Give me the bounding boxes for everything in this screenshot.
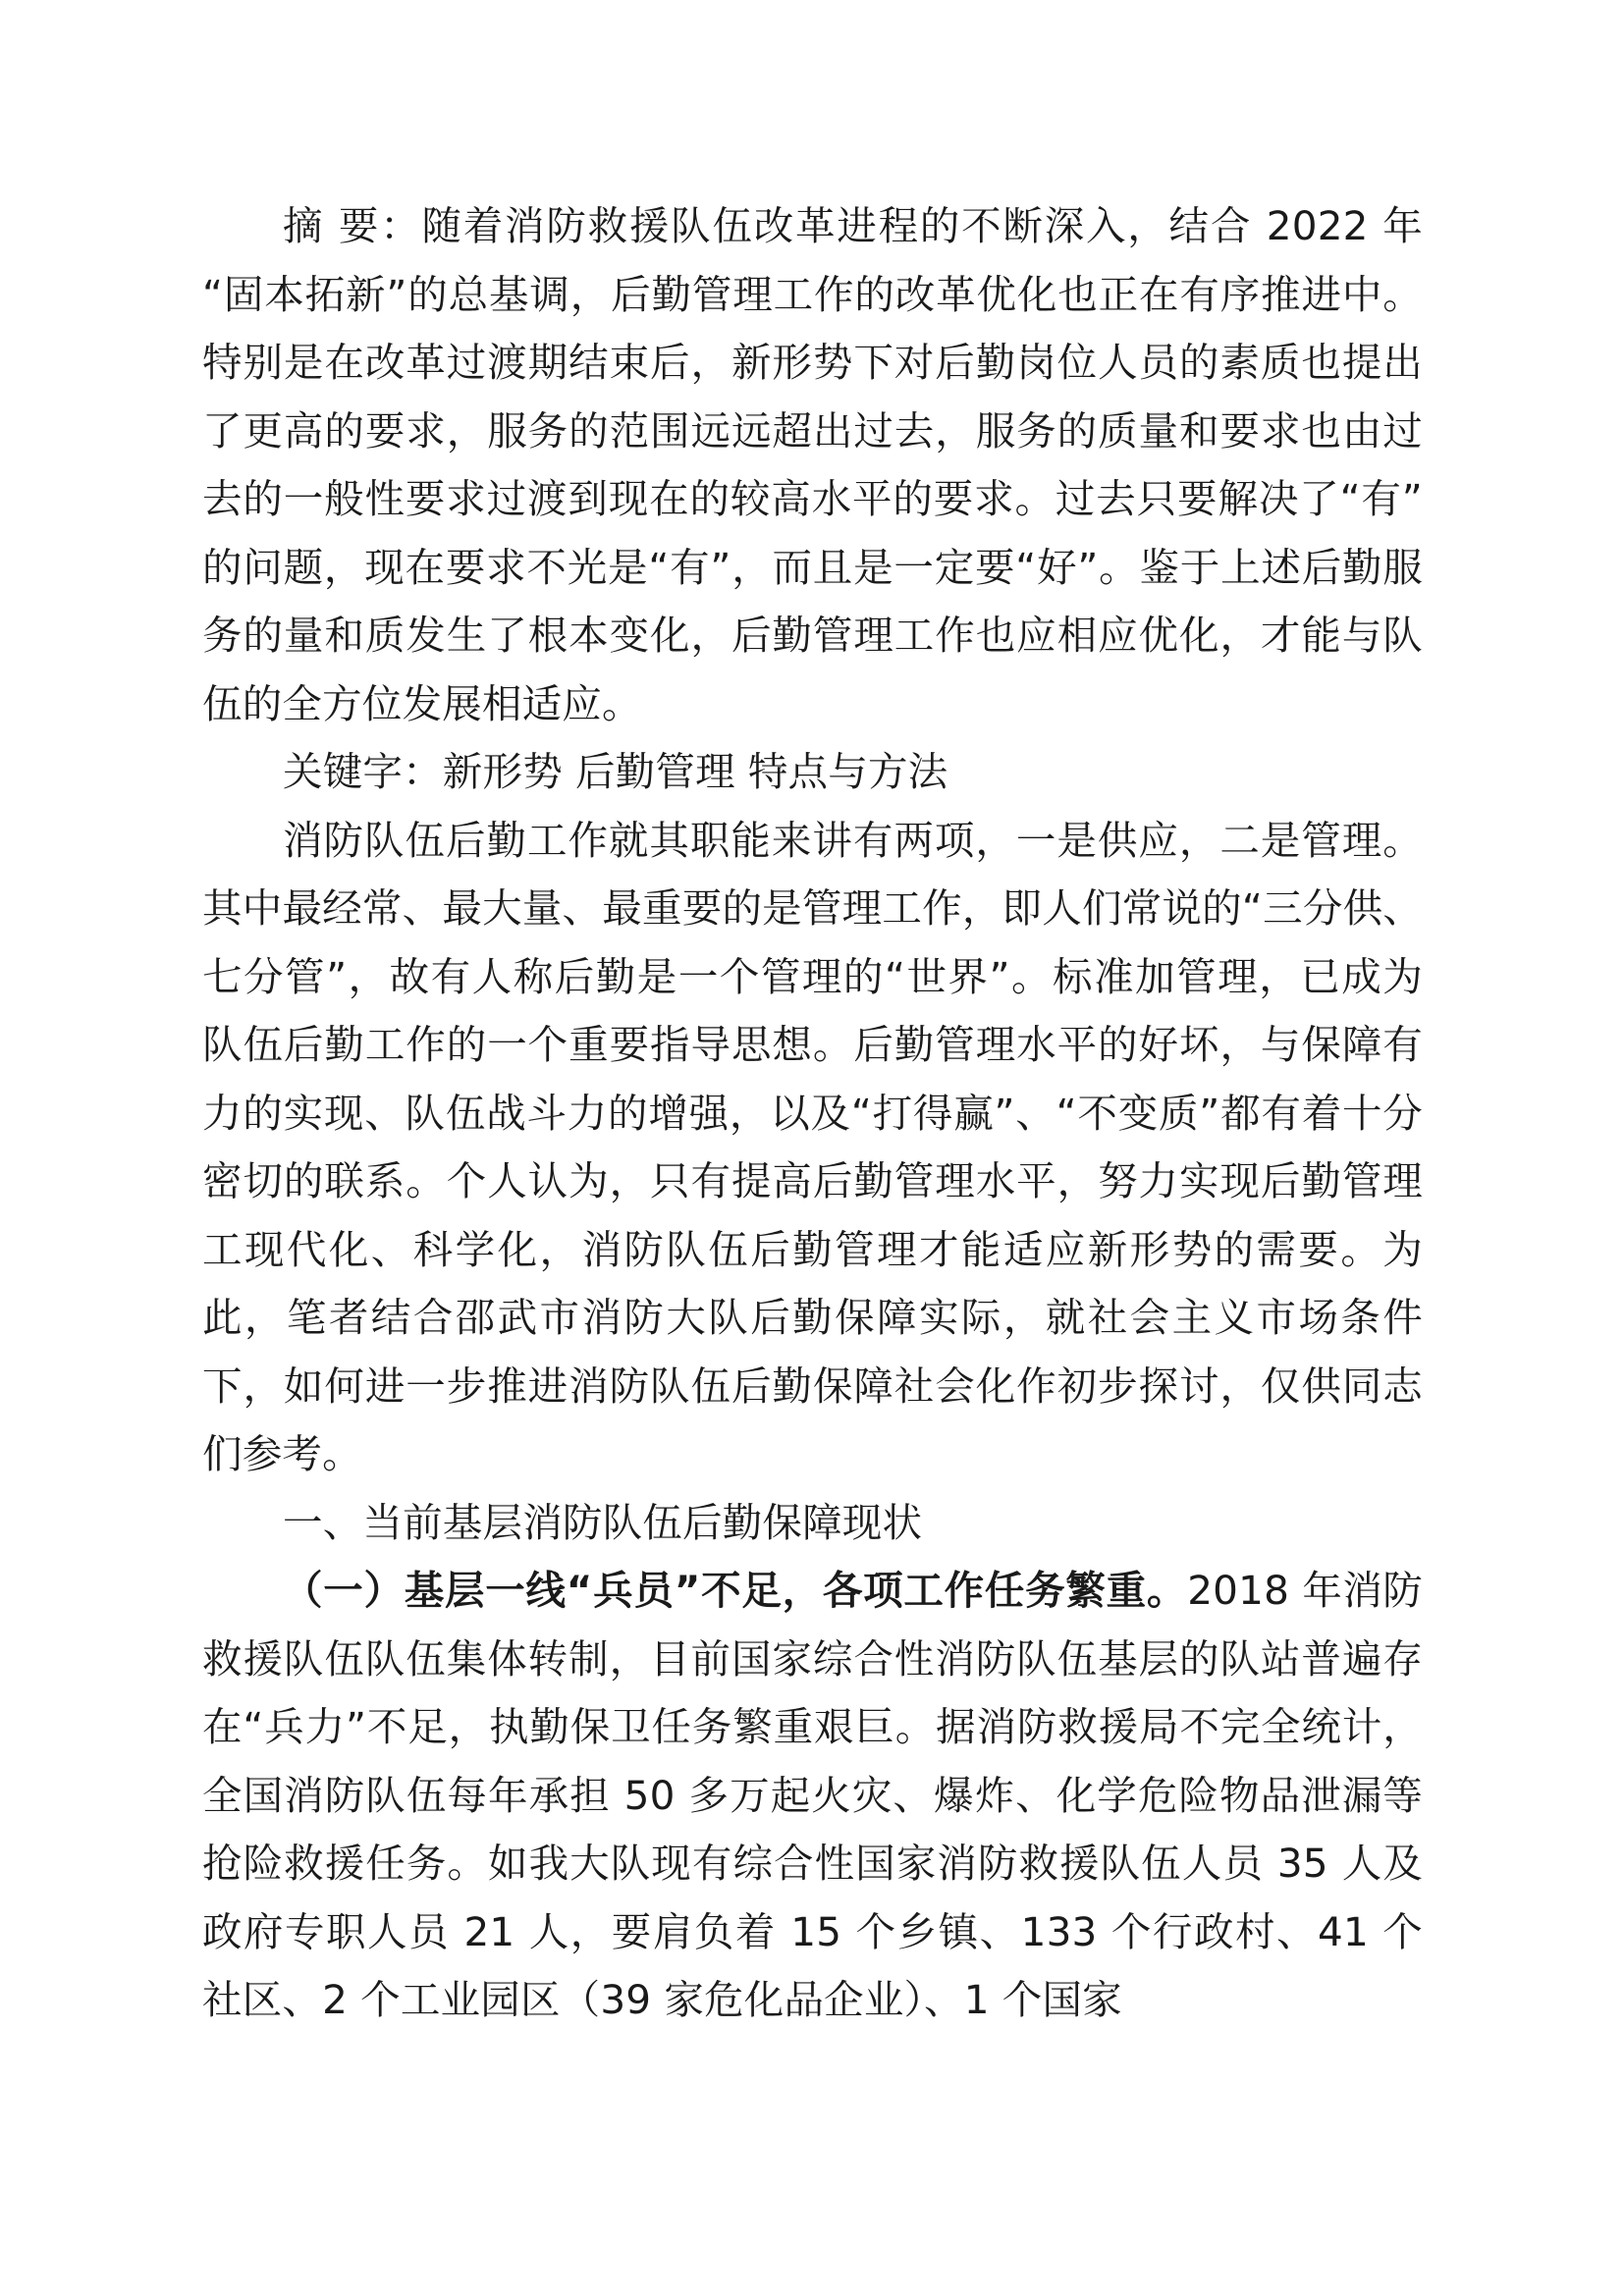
subsection-body-text: 2018 年消防救援队伍队伍集体转制，目前国家综合性消防队伍基层的队站普遍存在“兵力”不足，执勤保卫任务繁重艰巨。据消防救援局不完全统计，全国消防队伍每年承担 50 多万起火灾、爆炸、化学危险物品泄漏等抢险救援任务。如我大队现有综合性国家消防救援队伍人员 35 人及政府专职人员 21 人，要肩负着 15 个乡镇、133 个行政村、41 个社区、2 个工业园区（39 家危化品企业）、1 个国家 [202, 1567, 1424, 2023]
abstract-paragraph: 摘 要：随着消防救援队伍改革进程的不断深入，结合 2022 年“固本拓新”的总基调，后勤管理工作的改革优化也正在有序推进中。特别是在改革过渡期结束后，新形势下对后勤岗位人员的素质也提出了更高的要求，服务的范围远远超出过去，服务的质量和要求也由过去的一般性要求过渡到现在的较高水平的要求。过去只要解决了“有”的问题，现在要求不光是“有”，而且是一定要“好”。鉴于上述后勤服务的量和质发生了根本变化，后勤管理工作也应相应优化，才能与队伍的全方位发展相适应。 [202, 202, 1423, 727]
section-heading-one: 一、当前基层消防队伍后勤保障现状 [283, 1498, 923, 1546]
subsection-paragraph [202, 1557, 1423, 2035]
keywords-line: 关键字：新形势 后勤管理 特点与方法 [283, 748, 948, 795]
document-body [202, 192, 1423, 2035]
introduction-paragraph: 消防队伍后勤工作就其职能来讲有两项，一是供应，二是管理。其中最经常、最大量、最重要的是管理工作，即人们常说的“三分供、七分管”，故有人称后勤是一个管理的“世界”。标准加管理，已成为队伍后勤工作的一个重要指导思想。后勤管理水平的好坏，与保障有力的实现、队伍战斗力的增强，以及“打得赢”、“不变质”都有着十分密切的联系。个人认为，只有提高后勤管理水平，努力实现后勤管理工现代化、科学化，消防队伍后勤管理才能适应新形势的需要。为此，笔者结合邵武市消防大队后勤保障实际，就社会主义市场条件下，如何进一步推进消防队伍后勤保障社会化作初步探讨，仅供同志们参考。 [202, 816, 1423, 1477]
subsection-bold-lead: （一）基层一线“兵员”不足，各项工作任务繁重。 [283, 1567, 1188, 1614]
